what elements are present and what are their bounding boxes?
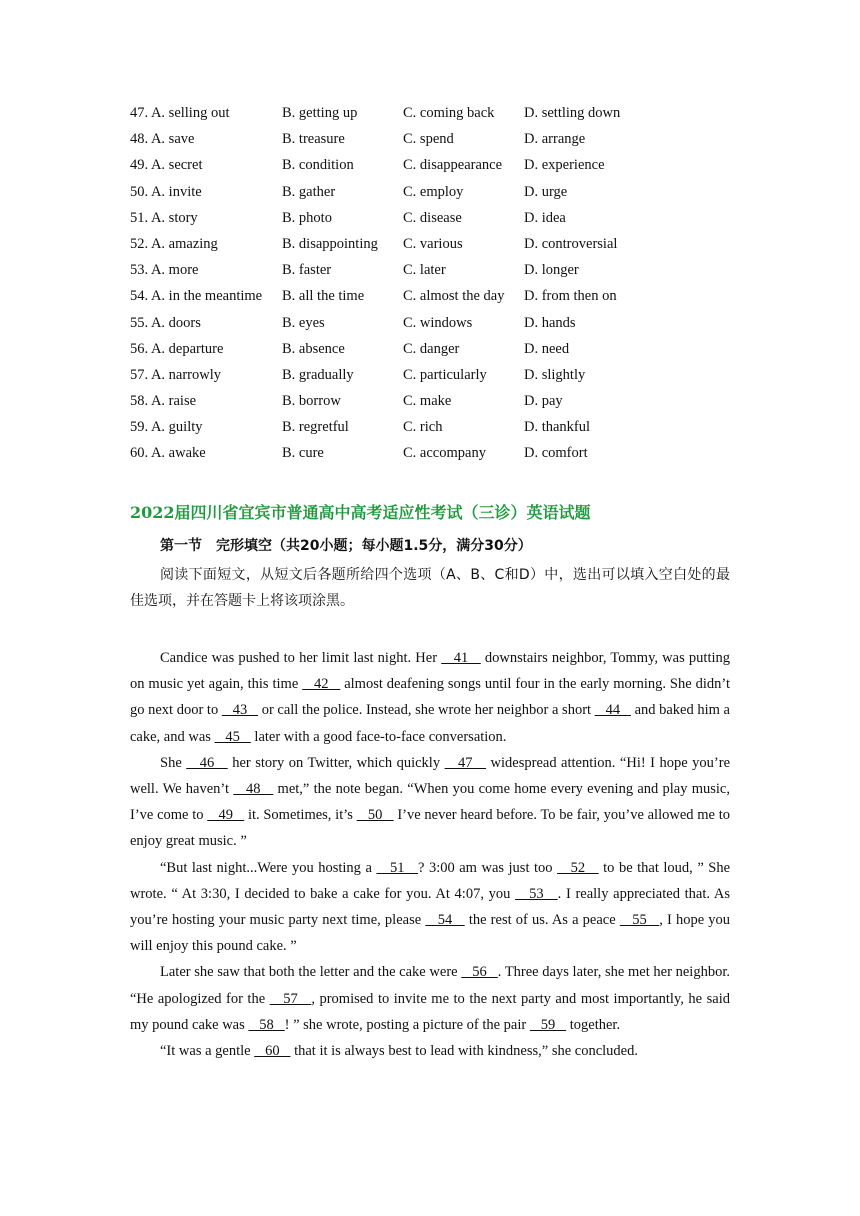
passage-text: ! ” she wrote, posting a picture of the pair — [284, 1016, 530, 1033]
blank-56: 56 — [461, 964, 498, 981]
option-a: 54. A. in the meantime — [130, 288, 263, 305]
option-d: D. experience — [524, 157, 605, 174]
passage-paragraph — [130, 959, 730, 1038]
option-a: 51. A. story — [130, 209, 198, 226]
option-row — [130, 128, 730, 154]
blank-59: 59 — [529, 1016, 567, 1033]
option-row — [130, 285, 730, 311]
option-row — [130, 233, 730, 259]
option-row — [130, 390, 730, 416]
blank-42: 42 — [302, 676, 341, 693]
cloze-passage — [130, 645, 730, 1064]
blank-49: 49 — [207, 807, 245, 824]
option-a: 57. A. narrowly — [130, 366, 222, 383]
passage-text: She — [160, 754, 187, 771]
option-row — [130, 442, 730, 468]
option-d: D. thankful — [524, 419, 591, 436]
option-c: C. rich — [403, 419, 443, 436]
passage-text: almost deafening songs until four in the early morning. She didn’t go next door to — [130, 676, 730, 719]
passage-text: together. — [566, 1016, 621, 1033]
blank-45: 45 — [214, 728, 251, 745]
blank-43: 43 — [221, 702, 259, 719]
passage-text: , I hope you will enjoy this pound cake. ” — [130, 912, 731, 955]
passage-text: the rest of us. As a peace — [464, 912, 620, 929]
passage-paragraph — [130, 1038, 730, 1064]
passage-text: and baked him a cake, and was — [130, 702, 730, 745]
passage-text: that it is always best to lead with kindness,” she concluded. — [290, 1043, 638, 1060]
option-b: B. photo — [282, 209, 332, 226]
option-a: 49. A. secret — [130, 157, 203, 174]
option-row — [130, 102, 730, 128]
option-c: C. coming back — [403, 105, 495, 121]
option-a: 48. A. save — [130, 131, 195, 148]
passage-text: “It was a gentle — [160, 1043, 255, 1060]
exam-title: 2022届四川省宜宾市普通高中高考适应性考试（三诊）英语试题 — [130, 503, 591, 522]
option-a: 60. A. awake — [130, 445, 206, 462]
option-c: C. employ — [403, 183, 464, 200]
option-b: B. treasure — [282, 131, 345, 148]
option-c: C. danger — [403, 340, 460, 357]
option-row — [130, 338, 730, 364]
passage-text: . I really appreciated that. As you’re hosting your music party next time, please — [130, 885, 730, 929]
blank-60: 60 — [254, 1043, 291, 1060]
option-b: B. disappointing — [282, 235, 378, 252]
option-c: C. almost the day — [403, 288, 505, 305]
option-b: B. all the time — [282, 288, 365, 305]
passage-text: , promised to invite me to the next party and most importantly, he said my pound cake was — [130, 990, 730, 1033]
option-d: D. idea — [524, 209, 566, 226]
option-row — [130, 416, 730, 442]
option-d: D. hands — [524, 314, 576, 331]
option-row — [130, 207, 730, 233]
answer-options-list — [130, 102, 730, 469]
option-c: C. spend — [403, 131, 454, 148]
passage-text: Later she saw that both the letter and the cake were — [160, 964, 462, 981]
blank-55: 55 — [619, 912, 660, 929]
blank-58: 58 — [248, 1016, 285, 1033]
option-d: D. from then on — [524, 288, 617, 305]
option-a: 47. A. selling out — [130, 105, 230, 121]
option-d: D. longer — [524, 262, 579, 279]
option-b: B. regretful — [282, 419, 349, 436]
passage-text: widespread attention. “Hi! I hope you’re well. We haven’t — [130, 754, 731, 798]
option-c: C. later — [403, 262, 446, 279]
option-d: D. pay — [524, 393, 563, 410]
option-b: B. condition — [282, 157, 354, 174]
passage-text: or call the police. Instead, she wrote her neighbor a short — [258, 702, 595, 719]
option-c: C. disease — [403, 209, 462, 226]
option-row — [130, 154, 730, 180]
option-d: D. settling down — [524, 105, 621, 121]
option-d: D. need — [524, 340, 570, 357]
option-d: D. urge — [524, 183, 568, 200]
option-a: 52. A. amazing — [130, 235, 218, 252]
option-d: D. comfort — [524, 445, 588, 462]
option-a: 58. A. raise — [130, 393, 197, 410]
option-d: D. controversial — [524, 235, 618, 252]
instructions: 阅读下面短文，从短文后各题所给四个选项（A、B、C和D）中，选出可以填入空白处的最佳选项，并在答题卡上将该项涂黑。 — [130, 567, 730, 609]
passage-text: “But last night...Were you hosting a — [160, 859, 377, 876]
passage-text: I’ve never heard before. To be fair, you’ve allowed me to enjoy great music. ” — [130, 807, 731, 850]
blank-54: 54 — [425, 912, 465, 929]
option-b: B. gradually — [282, 366, 354, 383]
option-c: C. disappearance — [403, 157, 503, 174]
option-c: C. windows — [403, 314, 473, 331]
blank-46: 46 — [186, 754, 228, 771]
option-d: D. arrange — [524, 131, 586, 148]
passage-text: to be that loud, ” She wrote. “ At 3:30, I decided to bake a cake for you. At 4:07, you — [130, 859, 731, 902]
blank-57: 57 — [269, 990, 312, 1007]
option-b: B. cure — [282, 445, 324, 462]
option-a: 53. A. more — [130, 262, 199, 279]
passage-text: met,” the note began. “When you come home every evening and play music, I’ve come to — [130, 781, 730, 824]
passage-paragraph — [130, 855, 730, 960]
option-a: 59. A. guilty — [130, 419, 203, 436]
passage-text: ? 3:00 am was just too — [418, 859, 558, 876]
passage-paragraph — [130, 645, 730, 750]
option-row — [130, 312, 730, 338]
option-b: B. absence — [282, 340, 345, 357]
passage-text: it. Sometimes, it’s — [244, 807, 357, 824]
option-row — [130, 364, 730, 390]
blank-51: 51 — [376, 859, 418, 876]
option-a: 50. A. invite — [130, 183, 202, 200]
option-c: C. make — [403, 393, 452, 410]
passage-text: later with a good face-to-face conversation. — [250, 728, 507, 745]
blank-47: 47 — [444, 754, 487, 771]
option-c: C. particularly — [403, 366, 487, 383]
passage-text: . Three days later, she met her neighbor. “He apologized for the — [130, 964, 730, 1007]
option-d: D. slightly — [524, 366, 586, 383]
blank-52: 52 — [557, 859, 599, 876]
option-c: C. various — [403, 235, 463, 252]
blank-53: 53 — [515, 885, 558, 902]
option-b: B. eyes — [282, 314, 325, 331]
option-b: B. borrow — [282, 393, 341, 410]
blank-50: 50 — [356, 807, 394, 824]
option-b: B. getting up — [282, 105, 358, 121]
passage-text: downstairs neighbor, Tommy, was putting on music yet again, this time — [130, 650, 730, 693]
option-a: 56. A. departure — [130, 340, 224, 357]
option-c: C. accompany — [403, 445, 486, 462]
blank-41: 41 — [441, 650, 481, 666]
option-row — [130, 181, 730, 207]
passage-text: her story on Twitter, which quickly — [227, 754, 445, 771]
passage-text: Candice was pushed to her limit last night. Her — [160, 650, 442, 666]
section-heading: 第一节 完形填空（共20小题；每小题1.5分，满分30分） — [160, 538, 532, 554]
option-a: 55. A. doors — [130, 314, 201, 331]
blank-48: 48 — [233, 781, 274, 798]
option-row — [130, 259, 730, 285]
passage-paragraph — [130, 750, 730, 855]
option-b: B. gather — [282, 183, 336, 200]
blank-44: 44 — [594, 702, 631, 719]
option-b: B. faster — [282, 262, 332, 279]
